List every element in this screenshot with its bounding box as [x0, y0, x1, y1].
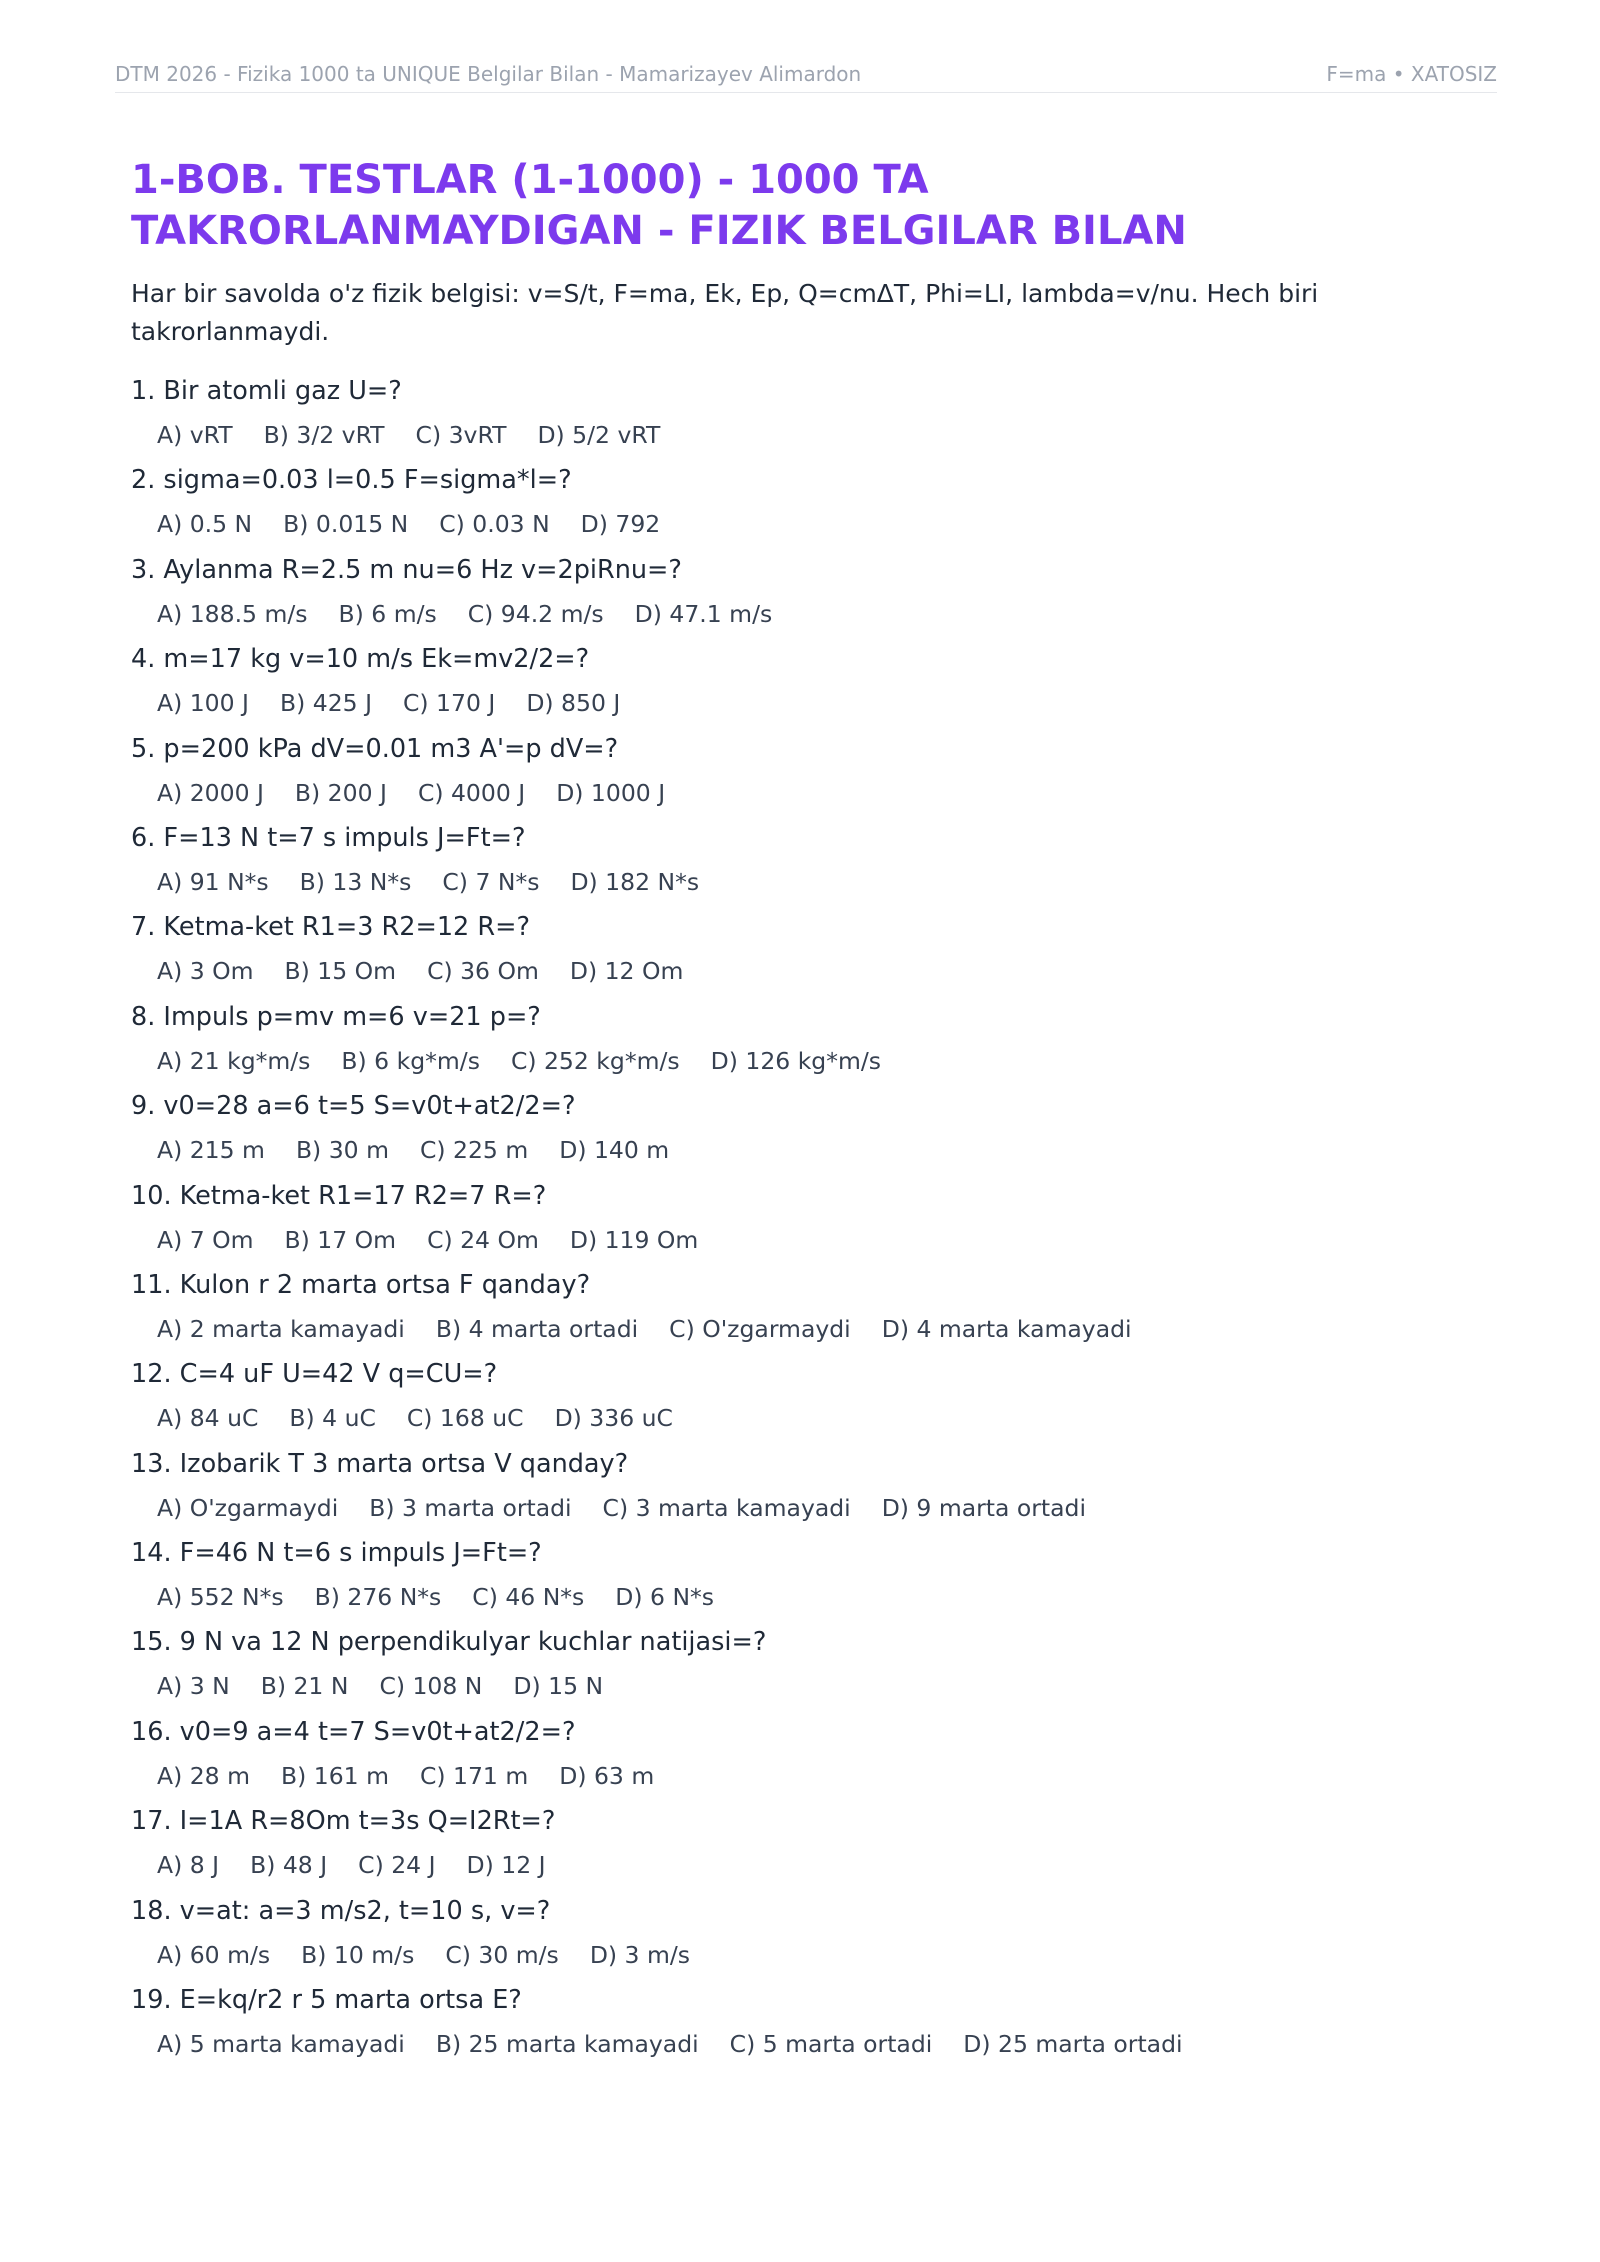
- answer-option: B) 3 marta ortadi: [369, 1493, 572, 1522]
- answer-options: [131, 1486, 1491, 1530]
- question-text: 9. v0=28 a=6 t=5 S=v0t+at2/2=?: [131, 1091, 576, 1122]
- question-text: 6. F=13 N t=7 s impuls J=Ft=?: [131, 822, 526, 853]
- answer-options: [131, 1933, 1491, 1977]
- question-item: [131, 995, 1491, 1084]
- answer-option: A) 2000 J: [157, 778, 264, 807]
- answer-options: [131, 2022, 1491, 2066]
- answer-option: A) O'zgarmaydi: [157, 1493, 339, 1522]
- answer-option: B) 6 kg*m/s: [341, 1046, 480, 1075]
- answer-option: B) 4 marta ortadi: [435, 1314, 639, 1343]
- answer-option: D) 140 m: [559, 1136, 670, 1165]
- answer-option: D) 12 J: [466, 1851, 546, 1880]
- answer-option: D) 1000 J: [556, 778, 666, 807]
- answer-option: C) 24 Om: [427, 1225, 539, 1254]
- answer-options: [131, 681, 1491, 725]
- answer-option: D) 182 N*s: [570, 867, 700, 896]
- answer-option: B) 161 m: [280, 1761, 389, 1790]
- question-text: 4. m=17 kg v=10 m/s Ek=mv2/2=?: [131, 644, 590, 675]
- answer-option: A) 188.5 m/s: [157, 599, 308, 628]
- answer-option: A) vRT: [157, 421, 233, 449]
- answer-option: C) 94.2 m/s: [467, 599, 604, 628]
- answer-option: B) 21 N: [260, 1672, 349, 1701]
- question-item: [131, 548, 1491, 637]
- question-list: [131, 369, 1491, 2067]
- question-text: 5. p=200 kPa dV=0.01 m3 A'=p dV=?: [131, 733, 619, 764]
- question-text: 17. I=1A R=8Om t=3s Q=I2Rt=?: [131, 1806, 556, 1837]
- answer-option: A) 84 uC: [157, 1404, 259, 1433]
- answer-option: D) 15 N: [513, 1672, 604, 1701]
- answer-option: D) 792: [580, 510, 661, 539]
- answer-option: D) 25 marta ortadi: [963, 2030, 1183, 2059]
- answer-options: [131, 1396, 1491, 1440]
- answer-option: D) 6 N*s: [615, 1583, 715, 1612]
- answer-option: A) 215 m: [157, 1136, 265, 1165]
- intro-paragraph: Har bir savolda o'z fizik belgisi: v=S/t, F=ma, Ek, Ep, Q=cmΔT, Phi=LI, lambda=v/nu. Hech biri takrorlanmaydi.: [131, 279, 1319, 346]
- answer-option: D) 4 marta kamayadi: [881, 1314, 1132, 1343]
- answer-option: A) 8 J: [157, 1851, 220, 1880]
- answer-option: C) O'zgarmaydi: [669, 1314, 851, 1343]
- answer-option: A) 91 N*s: [157, 867, 269, 896]
- answer-option: B) 25 marta kamayadi: [435, 2030, 699, 2059]
- question-item: [131, 1620, 1491, 1709]
- question-item: [131, 369, 1491, 458]
- answer-option: A) 2 marta kamayadi: [157, 1314, 405, 1343]
- answer-option: C) 46 N*s: [472, 1583, 585, 1612]
- answer-option: A) 0.5 N: [157, 510, 253, 539]
- answer-option: A) 5 marta kamayadi: [157, 2030, 405, 2059]
- question-text: 7. Ketma-ket R1=3 R2=12 R=?: [131, 912, 531, 943]
- question-text: 10. Ketma-ket R1=17 R2=7 R=?: [131, 1180, 547, 1211]
- answer-options: [131, 502, 1491, 546]
- answer-option: A) 552 N*s: [157, 1583, 284, 1612]
- answer-option: B) 6 m/s: [338, 599, 437, 628]
- question-text: 11. Kulon r 2 marta ortsa F qanday?: [131, 1269, 591, 1300]
- answer-option: B) 30 m: [295, 1136, 389, 1165]
- answer-option: B) 276 N*s: [314, 1583, 442, 1612]
- answer-options: [131, 949, 1491, 993]
- answer-option: C) 252 kg*m/s: [510, 1046, 680, 1075]
- answer-option: D) 47.1 m/s: [634, 599, 773, 628]
- question-item: [131, 1978, 1491, 2067]
- answer-option: B) 17 Om: [284, 1225, 397, 1254]
- question-item: [131, 1531, 1491, 1620]
- answer-option: D) 5/2 vRT: [537, 421, 661, 449]
- answer-option: C) 225 m: [419, 1136, 529, 1165]
- question-text: 1. Bir atomli gaz U=?: [131, 376, 402, 406]
- question-item: [131, 458, 1491, 547]
- answer-option: A) 100 J: [157, 689, 249, 718]
- answer-option: D) 126 kg*m/s: [710, 1046, 882, 1075]
- answer-option: C) 5 marta ortadi: [729, 2030, 933, 2059]
- question-item: [131, 816, 1491, 905]
- answer-options: [131, 1754, 1491, 1798]
- answer-option: B) 3/2 vRT: [263, 421, 385, 449]
- chapter-title-line-2: TAKRORLANMAYDIGAN - FIZIK BELGILAR BILAN: [131, 208, 1187, 254]
- answer-options: [131, 1843, 1491, 1887]
- question-text: 12. C=4 uF U=42 V q=CU=?: [131, 1359, 498, 1390]
- answer-option: B) 10 m/s: [301, 1940, 415, 1969]
- answer-option: D) 119 Om: [569, 1225, 699, 1254]
- answer-option: C) 30 m/s: [445, 1940, 559, 1969]
- answer-option: B) 13 N*s: [299, 867, 412, 896]
- question-item: [131, 1084, 1491, 1173]
- question-item: [131, 1710, 1491, 1799]
- answer-option: C) 4000 J: [417, 778, 526, 807]
- answer-options: [131, 1218, 1491, 1262]
- answer-option: B) 4 uC: [289, 1404, 376, 1433]
- page-content: [131, 155, 1491, 2067]
- chapter-title: [131, 155, 1491, 257]
- answer-option: B) 200 J: [294, 778, 387, 807]
- answer-options: [131, 1039, 1491, 1083]
- answer-options: [131, 771, 1491, 815]
- answer-option: C) 108 N: [379, 1672, 483, 1701]
- question-text: 2. sigma=0.03 l=0.5 F=sigma*l=?: [131, 465, 572, 496]
- answer-options: [131, 413, 1491, 457]
- answer-option: C) 170 J: [403, 689, 496, 718]
- answer-option: A) 7 Om: [157, 1225, 254, 1254]
- answer-option: A) 28 m: [157, 1761, 250, 1790]
- answer-options: [131, 1307, 1491, 1351]
- answer-option: D) 9 marta ortadi: [881, 1493, 1086, 1522]
- answer-option: B) 0.015 N: [283, 510, 409, 539]
- answer-options: [131, 1664, 1491, 1708]
- answer-option: C) 7 N*s: [442, 867, 540, 896]
- answer-option: A) 21 kg*m/s: [157, 1046, 311, 1075]
- running-header: [115, 62, 1497, 93]
- answer-options: [131, 592, 1491, 636]
- question-item: [131, 727, 1491, 816]
- answer-option: A) 60 m/s: [157, 1940, 271, 1969]
- answer-option: D) 63 m: [559, 1761, 655, 1790]
- answer-option: C) 36 Om: [427, 957, 539, 986]
- question-item: [131, 1263, 1491, 1352]
- question-text: 8. Impuls p=mv m=6 v=21 p=?: [131, 1001, 541, 1032]
- question-text: 13. Izobarik T 3 marta ortsa V qanday?: [131, 1448, 629, 1479]
- answer-option: C) 0.03 N: [439, 510, 550, 539]
- answer-option: A) 3 Om: [157, 957, 254, 986]
- answer-option: D) 336 uC: [554, 1404, 673, 1433]
- question-text: 15. 9 N va 12 N perpendikulyar kuchlar natijasi=?: [131, 1627, 767, 1658]
- chapter-title-line-1: 1-BOB. TESTLAR (1-1000) - 1000 TA: [131, 157, 929, 203]
- answer-option: C) 3 marta kamayadi: [602, 1493, 851, 1522]
- question-text: 18. v=at: a=3 m/s2, t=10 s, v=?: [131, 1895, 551, 1926]
- answer-option: A) 3 N: [157, 1672, 230, 1701]
- question-item: [131, 905, 1491, 994]
- question-text: 14. F=46 N t=6 s impuls J=Ft=?: [131, 1538, 542, 1569]
- question-item: [131, 1889, 1491, 1978]
- question-text: 16. v0=9 a=4 t=7 S=v0t+at2/2=?: [131, 1716, 576, 1747]
- answer-options: [131, 1128, 1491, 1172]
- answer-option: C) 171 m: [419, 1761, 529, 1790]
- answer-option: B) 48 J: [250, 1851, 328, 1880]
- answer-option: D) 850 J: [526, 689, 621, 718]
- question-item: [131, 1442, 1491, 1531]
- answer-option: B) 15 Om: [284, 957, 397, 986]
- answer-option: C) 24 J: [358, 1851, 436, 1880]
- question-item: [131, 1799, 1491, 1888]
- answer-options: [131, 860, 1491, 904]
- answer-option: C) 168 uC: [406, 1404, 524, 1433]
- question-text: 19. E=kq/r2 r 5 marta ortsa E?: [131, 1985, 522, 2016]
- header-document-title: DTM 2026 - Fizika 1000 ta UNIQUE Belgilar Bilan - Mamarizayev Alimardon: [115, 62, 862, 86]
- question-text: 3. Aylanma R=2.5 m nu=6 Hz v=2piRnu=?: [131, 554, 682, 585]
- question-item: [131, 1352, 1491, 1441]
- answer-option: C) 3vRT: [415, 421, 507, 449]
- answer-option: D) 12 Om: [569, 957, 684, 986]
- question-item: [131, 1174, 1491, 1263]
- question-item: [131, 637, 1491, 726]
- answer-option: B) 425 J: [279, 689, 372, 718]
- answer-options: [131, 1575, 1491, 1619]
- header-tagline: F=ma • XATOSIZ: [1326, 62, 1497, 86]
- answer-option: D) 3 m/s: [589, 1940, 691, 1969]
